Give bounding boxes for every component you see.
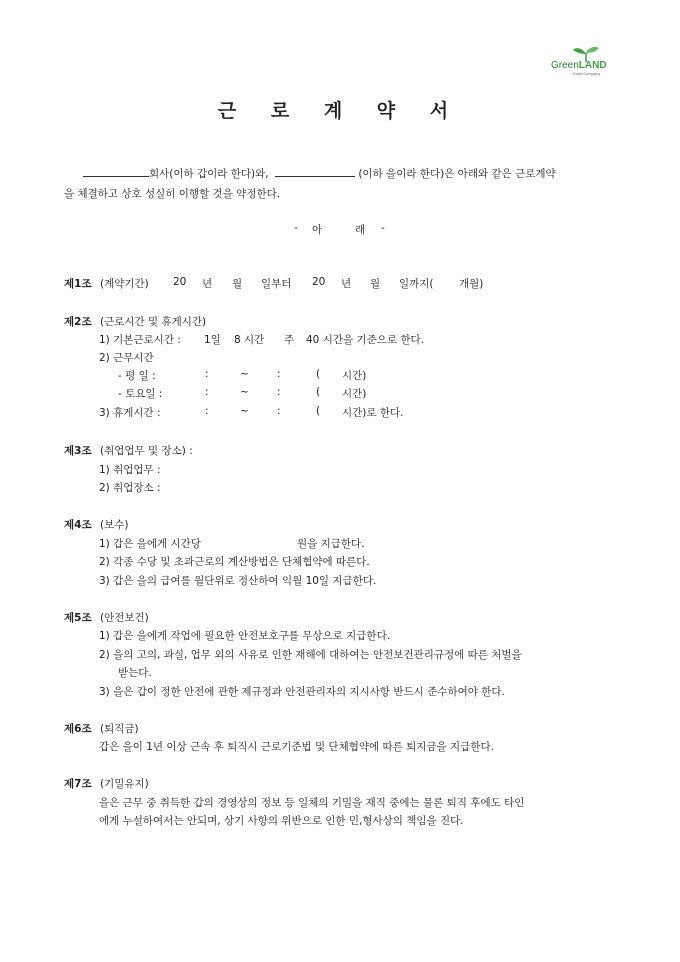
job-location-label: 2) 취업장소 :: [99, 482, 161, 494]
safety-gear-clause: 1) 갑은 을에게 작업에 필요한 안전보호구를 무상으로 지급한다.: [99, 630, 391, 642]
intro-line-2: 을 체결하고 상호 성실히 이행할 것을 약정한다.: [64, 188, 281, 200]
start-day-unit: 일부터: [261, 278, 292, 290]
weekday-start-colon: :: [205, 368, 209, 380]
base-hours-8: 8 시간: [234, 334, 265, 346]
break-paren: (: [316, 405, 321, 417]
break-time-label: 3) 휴게시간 :: [99, 407, 161, 419]
article-1-number: 제1조: [64, 278, 92, 290]
end-year-prefix: 20: [312, 276, 326, 288]
article-4-label: (보수): [100, 519, 129, 531]
saturday-label: - 토요일 :: [118, 388, 163, 400]
intro-text-a: 회사(이하 갑이라 한다)와,: [149, 168, 269, 180]
saturday-hours-unit: 시간): [342, 388, 367, 400]
below-dash-right: -: [381, 222, 385, 234]
confidentiality-line-2: 에게 누설하여서는 안되며, 상기 사항의 위반으로 인한 민,형사상의 책임을 진다.: [99, 815, 464, 827]
safety-rules-clause: 3) 을은 갑이 정한 안전에 관한 제규정과 안전관리자의 지시사항 반드시 준수하여야 한다.: [99, 686, 505, 698]
document-title: 근 로 계 약 서: [217, 100, 463, 122]
below-a: 아: [312, 224, 323, 236]
article-2-number: 제2조: [64, 316, 92, 328]
break-end-colon: :: [277, 405, 281, 417]
job-duty-label: 1) 취업업무 :: [99, 464, 161, 476]
payday-clause: 3) 갑은 을의 급여를 월단위로 정산하여 익월 10일 지급한다.: [99, 575, 377, 587]
intro-text-b: (이하 을이라 한다)은 아래와 같은 근로계약: [358, 168, 556, 180]
end-day-unit: 일까지(: [399, 278, 434, 290]
break-start-colon: :: [205, 405, 209, 417]
weekday-tilde: ~: [240, 368, 249, 380]
below-rae: 래: [355, 224, 366, 236]
hourly-wage-label: 1) 갑은 을에게 시간당: [99, 538, 201, 550]
hourly-wage-unit: 원을 지급한다.: [297, 538, 365, 550]
base-hours-day: 1일: [204, 334, 221, 346]
saturday-paren: (: [316, 386, 321, 398]
saturday-start-colon: :: [205, 386, 209, 398]
weekday-end-colon: :: [277, 368, 281, 380]
intro-line-1: [83, 166, 556, 181]
article-4-number: 제4조: [64, 519, 92, 531]
article-7-number: 제7조: [64, 778, 92, 790]
saturday-tilde: ~: [240, 386, 249, 398]
break-tilde: ~: [240, 405, 249, 417]
weekday-paren: (: [316, 368, 321, 380]
article-5-number: 제5조: [64, 612, 92, 624]
weekday-label: - 평 일 :: [118, 370, 156, 382]
base-hours-week: 주: [284, 334, 295, 346]
months-unit: 개월): [459, 278, 484, 290]
company-blank: [83, 166, 149, 177]
article-3-number: 제3조: [64, 445, 92, 457]
base-hours-label: 1) 기본근로시간 :: [99, 334, 181, 346]
accident-clause-cont: 받는다.: [118, 667, 152, 679]
article-7-label: (기밀유지): [100, 778, 149, 790]
base-hours-40: 40 시간을 기준으로 한다.: [306, 334, 424, 346]
start-year-unit: 년: [202, 278, 213, 290]
confidentiality-line-1: 을은 근무 중 취득한 갑의 경영상의 정보 등 일체의 기밀을 재직 중에는 물론 퇴직 후에도 타인: [99, 797, 525, 809]
work-hours-label: 2) 근무시간: [99, 352, 154, 364]
article-3-label: (취업업무 및 장소) :: [100, 445, 193, 457]
greenland-logo: [551, 46, 617, 78]
article-1-label: (계약기간): [100, 278, 149, 290]
employee-blank: [275, 166, 355, 177]
logo-subtitle: Food Company: [573, 71, 601, 76]
article-6-label: (퇴직금): [100, 723, 139, 735]
allowance-clause: 2) 각종 수당 및 초과근로의 계산방법은 단체협약에 따른다.: [99, 556, 370, 568]
accident-clause: 2) 을의 고의, 과실, 업무 외의 사유로 인한 재해에 대하여는 안전보건관리규정에 따른 처벌을: [99, 649, 522, 661]
break-hours-unit: 시간)로 한다.: [342, 407, 404, 419]
start-month-unit: 월: [232, 278, 243, 290]
article-6-number: 제6조: [64, 723, 92, 735]
severance-clause: 갑은 을이 1년 이상 근속 후 퇴직시 근로기준법 및 단체협약에 따른 퇴지금을 지급한다.: [99, 741, 494, 753]
logo-wordmark: GreenLAND: [551, 60, 607, 71]
article-5-label: (안전보건): [100, 612, 149, 624]
start-year-prefix: 20: [173, 276, 187, 288]
weekday-hours-unit: 시간): [342, 370, 367, 382]
end-month-unit: 월: [370, 278, 381, 290]
end-year-unit: 년: [341, 278, 352, 290]
below-dash-left: -: [294, 222, 298, 234]
article-2-label: (근로시간 및 휴게시간): [100, 316, 207, 328]
saturday-end-colon: :: [277, 386, 281, 398]
